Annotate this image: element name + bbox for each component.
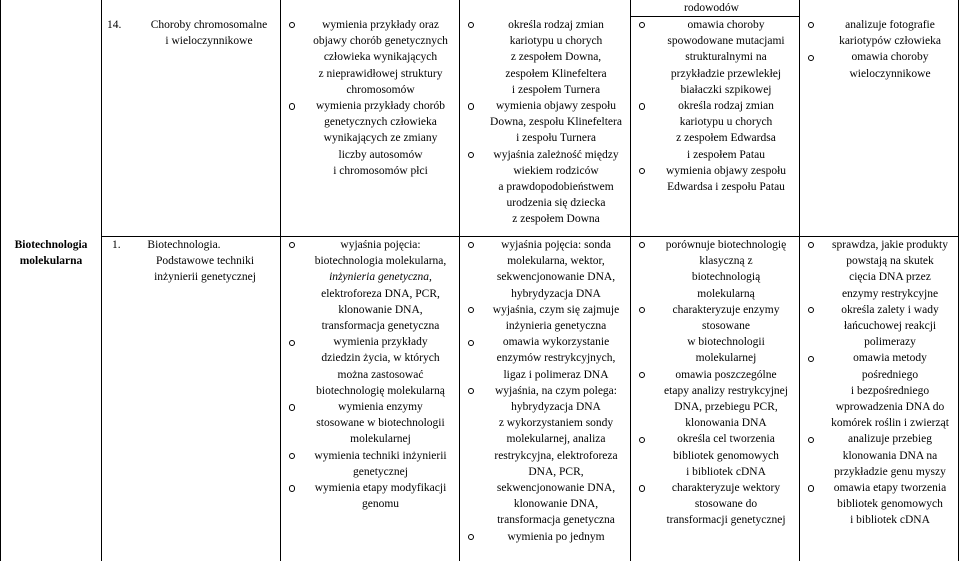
list-item-line: stosowane do <box>694 498 758 511</box>
list-item <box>286 448 458 480</box>
list-item-line: łańcuchowej reakcji <box>843 320 937 333</box>
requirements-list-basic <box>286 17 458 179</box>
list-item-line: transformacji genetycznej <box>666 514 786 527</box>
list-item-line: cięcia DNA przez <box>849 271 931 284</box>
header-partial-text: rodowodów <box>684 2 739 14</box>
list-item-line: omawia poszczególne <box>675 368 777 381</box>
list-item-line: wyjaśnia, czym się zajmuje <box>492 303 620 316</box>
list-item-line: sekwencjonowanie DNA, <box>496 482 616 495</box>
list-item <box>286 237 458 334</box>
list-item-line: zespołem Klinefeltera <box>505 67 607 80</box>
list-item-line: etapy analizy restrykcyjnej <box>664 384 788 397</box>
table-border-left <box>0 0 1 561</box>
list-item-line: genomu <box>361 498 400 511</box>
list-item-line: z zespołem Downa, <box>510 51 602 64</box>
list-item-line: wiekiem rodziców <box>513 164 599 177</box>
list-item-line: molekularną <box>697 287 755 300</box>
list-item <box>636 237 799 302</box>
lesson-number: 1. <box>112 239 121 251</box>
list-item-line: z zespołem Downa <box>512 213 600 226</box>
list-item <box>636 163 799 195</box>
section-title <box>2 237 100 269</box>
list-item-line: z wykorzystaniem sondy <box>498 417 614 430</box>
list-item-line: DNA, PCR, <box>528 465 584 478</box>
list-item-line: klonowanie DNA, <box>338 303 423 316</box>
list-item-line: stosowane w biotechnologii <box>316 417 445 430</box>
list-item-line: biotechnologią <box>691 271 761 284</box>
section-title-line: molekularna <box>19 255 83 268</box>
lesson-topic <box>135 237 275 286</box>
list-item-line: wyjaśnia, na czym polega: <box>495 384 617 397</box>
list-item-line: wymienia przykłady <box>333 336 428 349</box>
list-item <box>636 480 799 529</box>
list-item-line: przykładzie przewlekłej <box>670 67 782 80</box>
requirements-list-extended <box>465 17 630 228</box>
list-item-line: i bezpośredniego <box>850 384 930 397</box>
list-item-line: enzymów restrykcyjnych, <box>496 352 616 365</box>
list-item-line: kariotypów człowieka <box>839 35 941 48</box>
list-item-line: elektroforeza DNA, PCR, <box>321 287 440 300</box>
list-item-line: przykładzie genu myszy <box>834 465 946 478</box>
list-item-line: genetycznych człowieka <box>324 116 437 129</box>
list-item <box>465 98 630 147</box>
list-item <box>805 17 958 49</box>
list-item-line: można zastosować <box>337 368 424 381</box>
list-item-line: wymienia objawy zespołu <box>495 100 617 113</box>
list-item-line: wieloczynnikowe <box>849 67 931 80</box>
list-item-line: klasyczną z <box>699 255 753 268</box>
list-item-line: z zespołem Edwardsa <box>676 132 776 145</box>
list-item-line: i bibliotek cDNA <box>850 514 930 527</box>
list-item <box>805 302 958 351</box>
list-item-line: enzymy restrykcyjne <box>841 287 939 300</box>
list-item-line: i bibliotek cDNA <box>686 465 766 478</box>
requirements-list-good <box>636 17 799 195</box>
list-item <box>805 237 958 302</box>
list-item-line: wymienia przykłady chorób <box>315 100 445 113</box>
list-item-line: sprawdza, jakie produkty <box>832 239 948 251</box>
lesson-topic <box>139 17 279 49</box>
list-item <box>465 383 630 529</box>
list-item-line: i zespołu Turnera <box>516 132 596 145</box>
column-divider-5 <box>799 0 800 561</box>
section-title-line: Biotechnologia <box>14 239 88 251</box>
list-item-line: porównuje biotechnologię <box>665 239 787 251</box>
list-item <box>465 302 630 334</box>
list-item <box>636 367 799 432</box>
requirements-list-very-good <box>805 237 958 529</box>
list-item-line: wymienia enzymy <box>338 401 423 414</box>
list-item-line: określa cel tworzenia <box>677 433 775 446</box>
list-item-line: transformacja genetyczna <box>321 320 440 333</box>
list-item-line: z nieprawidłowej struktury <box>318 67 443 80</box>
lesson-topic-line: Choroby chromosomalne <box>150 19 268 31</box>
requirements-list-extended <box>465 237 630 545</box>
list-item-line: wymienia techniki inżynierii <box>314 449 447 462</box>
list-item-line: klonowania DNA na <box>842 449 938 462</box>
list-item-line: powstają na skutek <box>846 255 934 268</box>
list-item <box>286 17 458 98</box>
list-item-line: biotechnologię molekularną <box>316 384 445 397</box>
list-item-line: kariotypu u chorych <box>679 116 773 129</box>
list-item <box>465 17 630 98</box>
list-item <box>636 431 799 480</box>
column-divider-4 <box>630 0 631 561</box>
list-item <box>465 334 630 383</box>
list-item-line: wynikających ze zmiany <box>323 132 438 145</box>
list-item-line: a prawdopodobieństwem <box>498 181 614 194</box>
list-item-line: sekwencjonowanie DNA, <box>496 271 616 284</box>
list-item-line: genetycznej <box>353 465 408 478</box>
list-item-line: wprowadzenia DNA do <box>835 401 945 414</box>
list-item-line: charakteryzuje enzymy <box>672 303 780 316</box>
list-item-line: w biotechnologii <box>687 336 765 349</box>
requirements-list-very-good <box>805 17 958 82</box>
list-item <box>805 350 958 431</box>
list-item <box>286 399 458 448</box>
list-item-line: urodzenia się dziecka <box>506 197 606 210</box>
list-item-line: chromosomów <box>346 83 415 96</box>
list-item <box>465 147 630 228</box>
list-item-line: molekularnej <box>695 352 757 365</box>
list-item <box>636 98 799 163</box>
list-item-line: analizuje przebieg <box>848 433 932 446</box>
list-item-line: objawy chorób genetycznych <box>313 35 448 48</box>
requirements-list-good <box>636 237 799 529</box>
list-item <box>636 17 799 98</box>
list-item-line: wyjaśnia pojęcia: sonda <box>501 239 611 251</box>
list-item <box>465 529 630 545</box>
list-item-line: omawia metody <box>853 352 927 365</box>
list-item-line: liczby autosomów <box>338 148 423 161</box>
list-item-line: komórek roślin i zwierząt <box>831 417 949 430</box>
list-item-line: transformacja genetyczna <box>497 514 615 527</box>
list-item-line: człowieka wynikających <box>323 51 438 64</box>
list-item-line: omawia choroby <box>687 19 765 31</box>
list-item <box>805 431 958 480</box>
list-item-line: spowodowane mutacjami <box>667 35 785 48</box>
list-item-line: charakteryzuje wektory <box>671 482 781 495</box>
lesson-number: 14. <box>107 19 122 31</box>
list-item-line: hybrydyzacja DNA <box>511 401 601 414</box>
list-item-line: wyjaśnia zależność między <box>493 148 619 161</box>
list-item-line: polimerazy <box>864 336 916 349</box>
list-item-line: i zespołem Patau <box>687 148 765 161</box>
list-item-line: i chromosomów płci <box>333 164 428 177</box>
lesson-topic-line: inżynierii genetycznej <box>154 271 256 284</box>
list-item-line: inżynieria genetyczna <box>505 320 607 333</box>
list-item-line: biotechnologia molekularna, <box>314 255 447 268</box>
list-item-line: wymienia po jednym <box>507 530 605 543</box>
list-item-line: i zespołem Turnera <box>511 83 601 96</box>
list-item-line: bibliotek genomowych <box>673 449 779 462</box>
list-item-line: określa zalety i wady <box>841 303 939 316</box>
list-item <box>286 480 458 512</box>
list-item <box>805 49 958 81</box>
list-item-line: restrykcyjna, elektroforeza <box>494 449 618 462</box>
list-item-line: hybrydyzacja DNA <box>511 287 601 300</box>
list-item-line: inżynieria genetyczna, <box>329 271 432 284</box>
list-item-line: wymienia objawy zespołu <box>665 164 787 177</box>
lesson-topic-line: Biotechnologia. <box>147 239 221 251</box>
list-item-line: molekularna, wektor, <box>507 255 605 268</box>
list-item-line: dziedzin życia, w których <box>321 352 440 365</box>
list-item-line: klonowanie DNA, <box>513 498 599 511</box>
list-item-line: białaczki szpikowej <box>680 83 772 96</box>
list-item-line: Downa, zespołu Klinefeltera <box>490 116 622 129</box>
list-item <box>286 98 458 179</box>
list-item-line: molekularnej <box>350 433 411 446</box>
list-item-line: wymienia etapy modyfikacji <box>314 482 447 495</box>
requirements-list-basic <box>286 237 458 512</box>
lesson-topic-line: i wieloczynnikowe <box>165 35 253 48</box>
list-item-line: wyjaśnia pojęcia: <box>340 239 421 251</box>
table-border-right <box>958 0 959 561</box>
list-item-line: DNA, przebiegu PCR, <box>674 401 778 414</box>
list-item-line: określa rodzaj zmian <box>508 19 604 31</box>
list-item-line: ligaz i polimeraz DNA <box>503 368 609 381</box>
list-item-line: bibliotek genomowych <box>837 498 943 511</box>
list-item-line: wymienia przykłady oraz <box>322 19 439 31</box>
list-item <box>636 302 799 367</box>
column-divider-2 <box>280 0 281 561</box>
list-item <box>805 480 958 529</box>
list-item <box>286 334 458 399</box>
list-item-line: klonowania DNA <box>685 417 767 430</box>
list-item-line: określa rodzaj zmian <box>678 100 774 113</box>
list-item-line: omawia wykorzystanie <box>502 336 610 349</box>
list-item-line: molekularnej, analiza <box>506 433 606 446</box>
column-divider-1 <box>101 0 102 561</box>
list-item <box>465 237 630 302</box>
lesson-topic-line: Podstawowe techniki <box>155 255 255 268</box>
list-item-line: analizuje fotografie <box>845 19 935 31</box>
list-item-line: omawia choroby <box>851 51 929 64</box>
list-item-line: stosowane <box>702 320 750 333</box>
list-item-line: kariotypu u chorych <box>509 35 603 48</box>
list-item-line: strukturalnymi na <box>685 51 767 64</box>
list-item-line: Edwardsa i zespołu Patau <box>667 181 785 194</box>
list-item-line: pośredniego <box>861 368 919 381</box>
column-divider-3 <box>459 0 460 561</box>
list-item-line: omawia etapy tworzenia <box>833 482 947 495</box>
